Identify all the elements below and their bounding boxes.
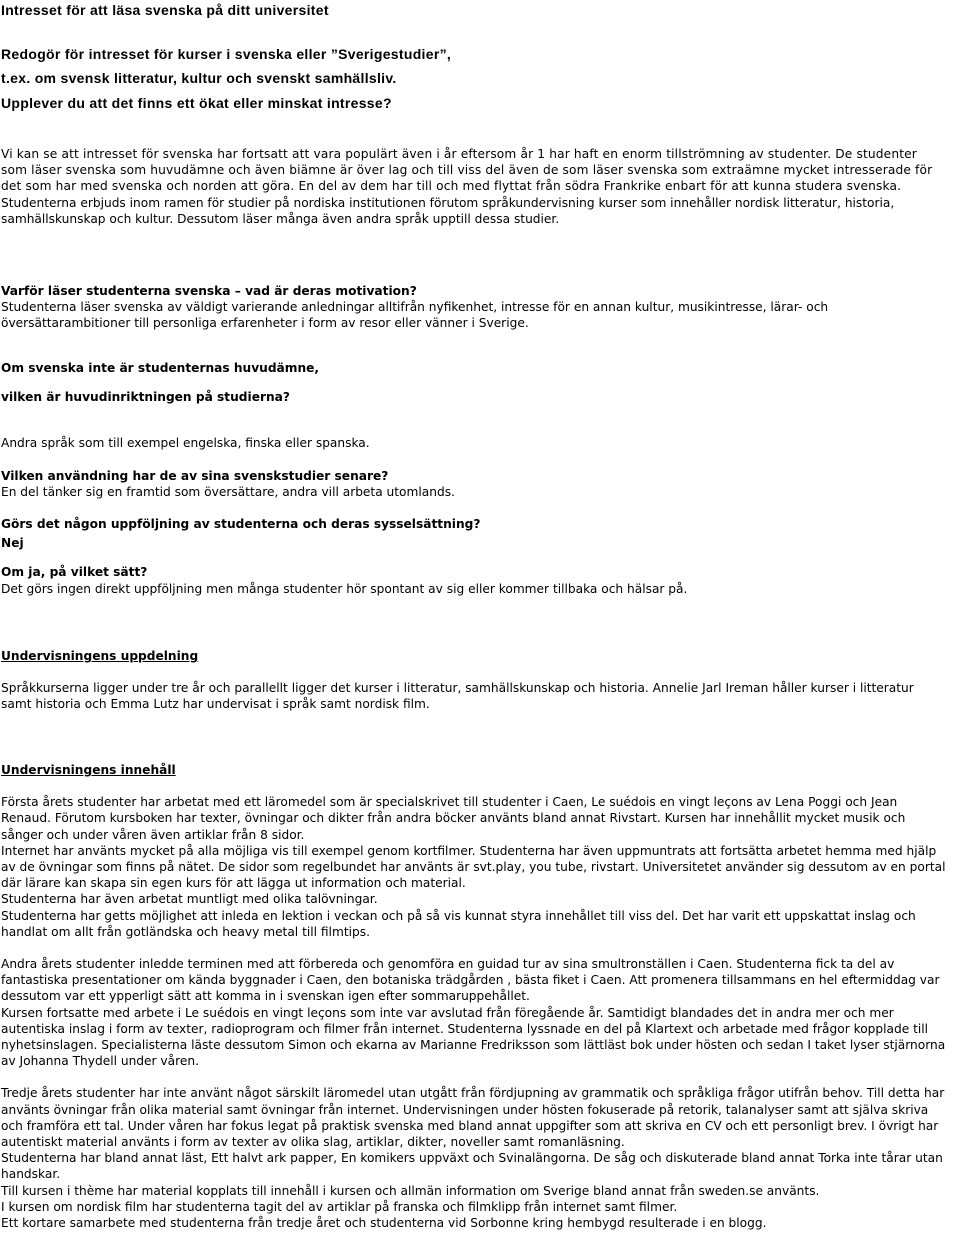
division-heading: Undervisningens uppdelning: [1, 649, 199, 663]
question-interest-line2: t.ex. om svensk litteratur, kultur och svenskt samhällsliv.: [1, 70, 397, 86]
usage-question: Vilken användning har de av sina svenskstudier senare?: [1, 469, 389, 483]
year3-paragraph-3: Till kursen i thème har material kopplats till innehåll i kursen och allmän information om Sverige bland annat från sweden.se använts.: [1, 1183, 820, 1198]
content-section: [1, 762, 946, 1231]
motivation-answer: Studenterna läser svenska av väldigt varierande anledningar alltifrån nyfikenhet, intresse för en annan kultur, musikintresse, lärar- och översättarambitioner till personliga erfarenheter i form av resor eller vänner i Sverige.: [1, 300, 829, 331]
year2-paragraph-2: Kursen fortsatte med arbete i Le suédois en vingt leçons som inte var avslutad från föregående år. Samtidigt blandades det in andra mer och mer autentiska inslag i form av texter, radioprogram och filmer från internet. Studenterna lyssnade en del på Klartext och arbetade med frågor kopplade till nyhetsinslagen. Specialisterna läste dessutom Simon och ekarna av Marianne Fredriksson som lättläst bok under hösten och sedan I taket lyser stjärnorna av Johanna Thydell under våren.: [1, 1005, 946, 1069]
division-text: Språkkurserna ligger under tre år och parallellt ligger det kurser i litteratur, samhällskunskap och historia. Annelie Jarl Ireman håller kurser i litteratur samt historia och Emma Lutz har undervisat i språk samt nordisk film.: [1, 681, 914, 712]
year1-paragraph: Första årets studenter har arbetat med ett läromedel som är specialskrivet till studenter i Caen, Le suédois en vingt leçons av Lena Poggi och Jean Renaud. Förutom kursboken har texter, övningar och dikter från andra böcker använts bland annat Rivstart. Kursen har innehållit mycket musik och sånger och under våren även artiklar från 8 sidor.: [1, 795, 906, 842]
usage-section: [1, 468, 946, 500]
year3-paragraph: Tredje årets studenter har inte använt något särskilt läromedel utan utgått från fördjupning av grammatik och språkliga frågor utifrån behov. Till detta har använts övningar från olika material samt övningar från internet. Undervisningen under hösten fokuserade på retorik, talanalyser samt att själva skriva och framföra ett tal. Under våren har fokus legat på praktisk svenska med bland annat uppgifter som att skriva en CV och ett personligt brev. I övrigt har autentiskt material använts i form av texter av olika slag, artiklar, dikter, noveller samt romanläsning.: [1, 1086, 945, 1150]
intro-paragraph-2: Studenterna erbjuds inom ramen för studier på nordiska institutionen förutom språkundervisning kurser som innehåller nordisk litteratur, historia, samhällskunskap och kultur. Dessutom läser många även andra språk upptill dessa studier.: [1, 195, 895, 226]
followup-question: Görs det någon uppföljning av studenterna och deras sysselsättning?: [1, 517, 481, 531]
year3-paragraph-4: I kursen om nordisk film har studenterna tagit del av artiklar på franska och filmklipp från internet samt filmer.: [1, 1199, 678, 1214]
year1-paragraph-2: Internet har använts mycket på alla möjliga vis till exempel genom kortfilmer. Studenterna har även uppmuntrats att fortsätta arbetet hemma med hjälp av de övningar som finns på nätet. De sidor som regelbundet har använts är svt.play, you tube, rivstart. Universitetet använder sig dessutom av en portal där lärare kan skapa sin egen kurs för att lägga ut information och material.: [1, 843, 946, 891]
followup-answer-2: Det görs ingen direkt uppföljning men många studenter hör spontant av sig eller kommer tillbaka och hälsar på.: [1, 581, 688, 596]
year1-paragraph-3: Studenterna har även arbetat muntligt med olika talövningar.: [1, 892, 378, 907]
major-answer: Andra språk som till exempel engelska, finska eller spanska.: [1, 436, 370, 451]
major-section: [1, 360, 946, 452]
intro-paragraph: Vi kan se att intresset för svenska har fortsatt att vara populärt även i år eftersom år 1 har haft en enorm tillströmning av studenter. De studenter som läser svenska som huvudämne och även biämne är över lag och till viss del även de som läser svenska som extraämne mycket intresserade för det som har med svenska och norden att göra. En del av dem har till och med flyttat från södra Frankrike enbart för att kunna studera svenska.: [1, 147, 933, 194]
question-interest-line3: Upplever du att det finns ett ökat eller minskat intresse?: [1, 95, 392, 111]
content-heading: Undervisningens innehåll: [1, 763, 176, 777]
major-question-line1: Om svenska inte är studenternas huvudämne,: [1, 361, 320, 375]
motivation-section: [1, 283, 946, 332]
major-question-line2: vilken är huvudinriktningen på studierna?: [1, 390, 290, 405]
intro-section: [1, 146, 946, 227]
followup-question-2: Om ja, på vilket sätt?: [1, 565, 148, 580]
year3-paragraph-2: Studenterna har bland annat läst, Ett halvt ark papper, En komikers uppväxt och Svinalängorna. De såg och diskuterade bland annat Torka inte tårar utan handskar.: [1, 1151, 943, 1182]
page-title: Intresset för att läsa svenska på ditt universitet: [1, 2, 329, 18]
question-interest-line1: Redogör för intresset för kurser i svenska eller ”Sverigestudier”,: [1, 46, 452, 62]
division-section: [1, 648, 946, 713]
year2-paragraph: Andra årets studenter inledde terminen med att förbereda och genomföra en guidad tur av sina smultronställen i Caen. Studenterna fick ta del av fantastiska presentationer om kända byggnader i Caen, den botaniska trädgården , bästa fiket i Caen. Att promenera tillsammans en hel eftermiddag var dessutom var ett ypperligt sätt att komma in i svenskan igen efter sommaruppehållet.: [1, 957, 940, 1004]
usage-answer: En del tänker sig en framtid som översättare, andra vill arbeta utomlands.: [1, 485, 455, 500]
year1-paragraph-4: Studenterna har getts möjlighet att inleda en lektion i veckan och på så vis kunnat styra innehållet till viss del. Det har varit ett uppskattat inslag och handlat om allt från gotländska och heavy metal till filmtips.: [1, 908, 916, 939]
year3-paragraph-5: Ett kortare samarbete med studenterna från tredje året och studenterna vid Sorbonne kring hembygd resulterade i en blogg.: [1, 1216, 767, 1231]
motivation-question: Varför läser studenterna svenska – vad är deras motivation?: [1, 284, 417, 298]
followup-answer: Nej: [1, 536, 24, 551]
followup-section: [1, 516, 946, 597]
